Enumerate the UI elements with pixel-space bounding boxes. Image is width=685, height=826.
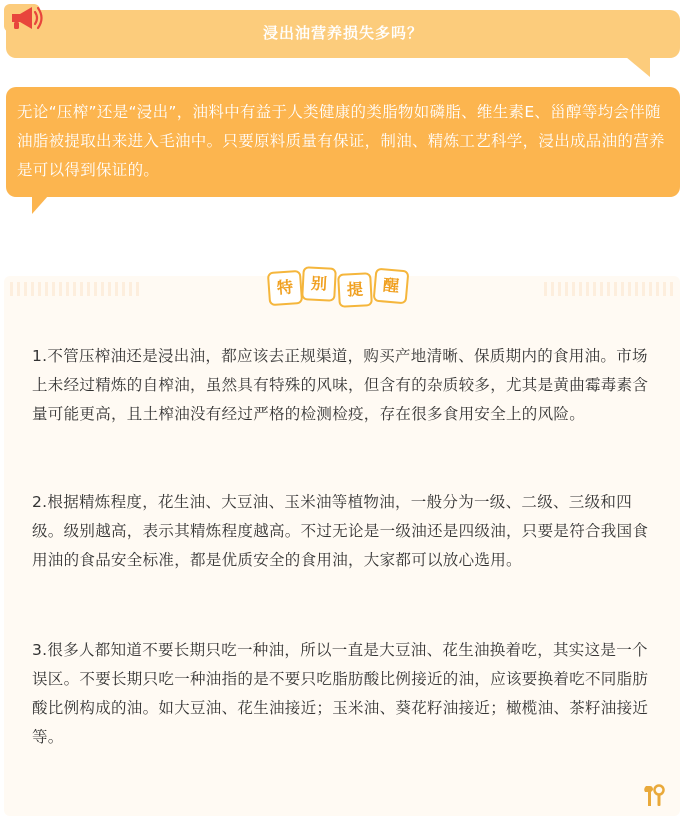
tip-paragraph-2: 2.根据精炼程度，花生油、大豆油、玉米油等植物油，一般分为一级、二级、三级和四级。级别越高，表示其精炼程度越高。不过无论是一级油还是四级油，只要是符合我国食用油的食品安全标准，都是优质安全的食用油，大家都可以放心选用。 <box>32 493 649 569</box>
tools-icon <box>640 783 666 809</box>
tips-heading-char: 醒 <box>373 268 410 305</box>
question-bubble-tail <box>626 57 650 77</box>
tips-heading-char: 特 <box>267 270 303 306</box>
corner-decoration <box>544 282 674 296</box>
tips-heading-char: 提 <box>337 272 373 308</box>
corner-decoration <box>10 282 140 296</box>
answer-text: 无论“压榨”还是“浸出”，油料中有益于人类健康的类脂物如磷脂、维生素E、甾醇等均会伴随油脂被提取出来进入毛油中。只要原料质量有保证，制油、精炼工艺科学，浸出成品油的营养是可以得到保证的。 <box>17 103 665 179</box>
tip-paragraph-3: 3.很多人都知道不要长期只吃一种油，所以一直是大豆油、花生油换着吃，其实这是一个误区。不要长期只吃一种油指的是不要只吃脂肪酸比例接近的油，应该要换着吃不同脂肪酸比例构成的油。如大豆油、花生油接近；玉米油、葵花籽油接近；橄榄油、茶籽油接近等。 <box>32 641 649 746</box>
tips-heading <box>262 265 422 307</box>
megaphone-icon <box>0 0 52 36</box>
answer-bubble-tail <box>32 196 48 214</box>
question-title: 浸出油营养损失多吗？ <box>262 24 423 42</box>
tips-heading-char: 别 <box>301 266 337 302</box>
answer-bubble <box>6 87 680 197</box>
question-bubble <box>6 10 680 58</box>
tip-paragraph-1: 1.不管压榨油还是浸出油，都应该去正规渠道，购买产地清晰、保质期内的食用油。市场上未经过精炼的自榨油，虽然具有特殊的风味，但含有的杂质较多，尤其是黄曲霉毒素含量可能更高，且土榨油没有经过严格的检测检疫，存在很多食用安全上的风险。 <box>32 347 649 423</box>
